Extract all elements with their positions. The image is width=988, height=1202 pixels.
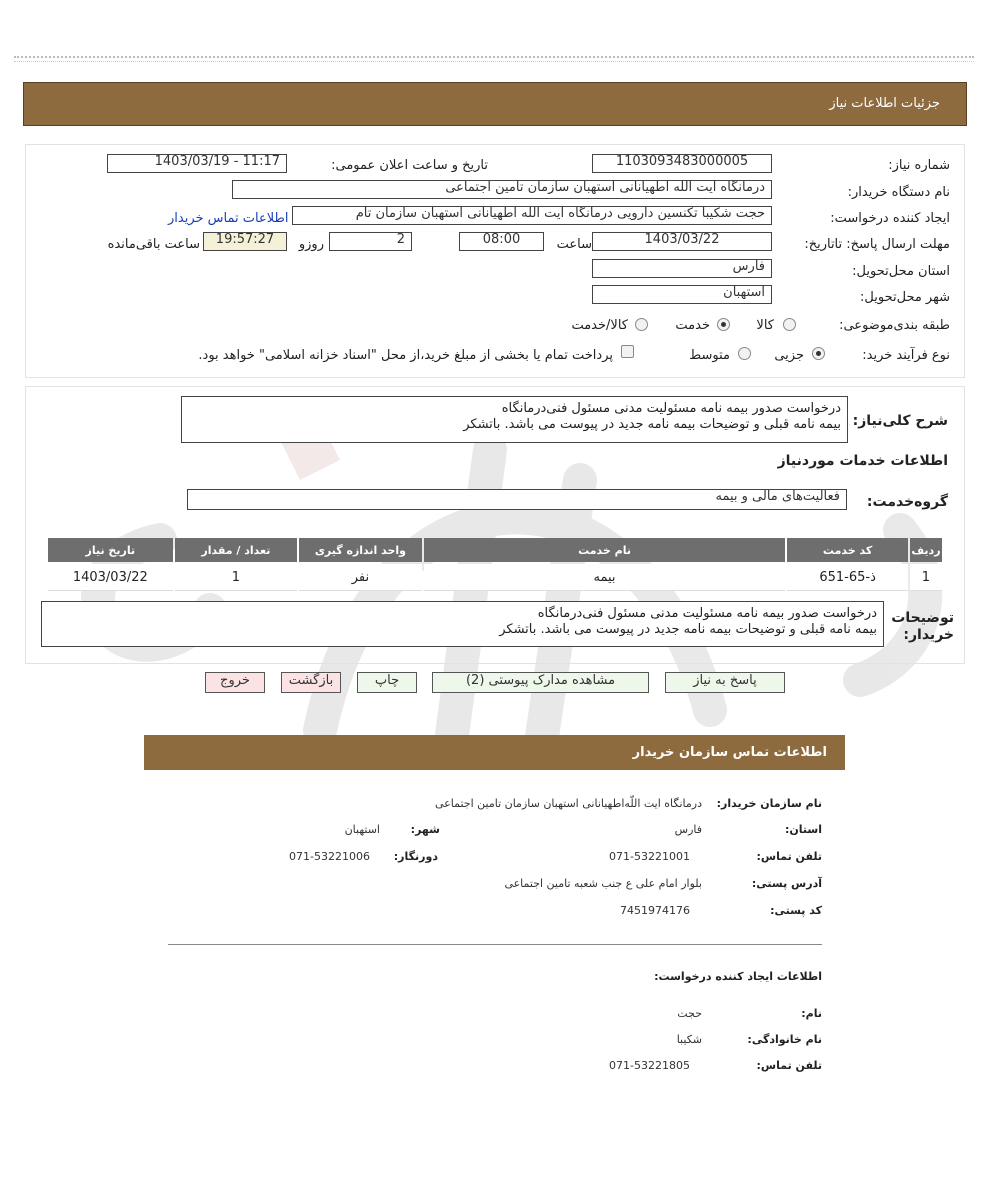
contact-phone-label: تلفن تماس: bbox=[756, 850, 822, 863]
buyer-notes-text bbox=[41, 601, 884, 647]
cell-quantity: 1 bbox=[175, 564, 298, 591]
category-label: طبقه بندی‌موضوعی: bbox=[839, 318, 950, 333]
summary-label: شرح کلی‌نیاز: bbox=[852, 413, 948, 429]
cell-service-code: ذ-65-651 bbox=[787, 564, 908, 591]
treasury-payment-checkbox[interactable] bbox=[621, 345, 634, 358]
buyer-notes-label-2: خریدار: bbox=[903, 627, 954, 643]
cell-need-date: 1403/03/22 bbox=[48, 564, 173, 591]
city-field[interactable]: استهبان bbox=[592, 285, 772, 304]
purchase-option-partial: جزیی bbox=[774, 348, 804, 363]
print-button[interactable]: چاپ bbox=[357, 672, 417, 693]
requester-label: ایجاد کننده درخواست: bbox=[830, 211, 950, 226]
creator-family-label: نام خانوادگی: bbox=[747, 1033, 822, 1046]
page-header bbox=[23, 82, 967, 126]
service-group-label: گروه‌خدمت: bbox=[866, 494, 948, 510]
deadline-time-label: ساعت bbox=[556, 237, 592, 252]
contact-city-label: شهر: bbox=[410, 823, 440, 836]
cell-unit: نفر bbox=[299, 564, 422, 591]
category-radio-goods-service[interactable] bbox=[635, 318, 648, 331]
deadline-time-field[interactable]: 08:00 bbox=[459, 232, 544, 251]
attachments-button[interactable]: مشاهده مدارک پیوستی (2) bbox=[432, 672, 649, 693]
services-table bbox=[46, 536, 944, 593]
table-header-row bbox=[48, 538, 942, 562]
category-radio-service[interactable] bbox=[717, 318, 730, 331]
deadline-label: مهلت ارسال پاسخ: تاتاریخ: bbox=[804, 237, 950, 252]
category-option-goods: کالا bbox=[756, 318, 774, 333]
contact-address-value: بلوار امام علی ع جنب شعبه تامین اجتماعی bbox=[504, 877, 702, 890]
col-need-date: تاریخ نیاز bbox=[48, 538, 173, 562]
city-label: شهر محل‌تحویل: bbox=[860, 290, 950, 305]
category-option-goods-service: کالا/خدمت bbox=[571, 318, 628, 333]
exit-button[interactable]: خروج bbox=[205, 672, 265, 693]
buyer-notes-line-2: بیمه نامه قبلی و توضیحات بیمه نامه جدید در پیوست می باشد. باتشکر bbox=[499, 622, 877, 637]
contact-fax-label: دورنگار: bbox=[393, 850, 438, 863]
remaining-time-label: ساعت باقی‌مانده bbox=[107, 237, 200, 252]
buyer-notes-label-1: توضیحات bbox=[891, 610, 954, 626]
contact-postal-value: 7451974176 bbox=[620, 904, 690, 917]
requester-field[interactable]: حجت شکیبا تکنسین دارویی درمانگاه ایت الله اطهیانانی استهبان سازمان تام bbox=[292, 206, 772, 225]
service-group-field[interactable]: فعالیت‌های مالی و بیمه bbox=[187, 489, 847, 510]
contact-city-value: استهبان bbox=[344, 823, 380, 836]
contact-header bbox=[144, 735, 845, 770]
need-number-field[interactable]: 1103093483000005 bbox=[592, 154, 772, 173]
contact-divider bbox=[168, 944, 822, 945]
purchase-radio-partial[interactable] bbox=[812, 347, 825, 360]
cell-row: 1 bbox=[910, 564, 942, 591]
col-service-name: نام خدمت bbox=[424, 538, 786, 562]
category-radio-goods[interactable] bbox=[783, 318, 796, 331]
treasury-payment-note: پرداخت تمام یا بخشی از مبلغ خرید،از محل "اسناد خزانه اسلامی" خواهد بود. bbox=[198, 348, 613, 363]
cell-service-name: بیمه bbox=[424, 564, 786, 591]
remaining-time-field: 19:57:27 bbox=[203, 232, 287, 251]
buyer-org-label: نام دستگاه خریدار: bbox=[847, 185, 950, 200]
creator-title: اطلاعات ایجاد کننده درخواست: bbox=[654, 970, 822, 983]
col-row: ردیف bbox=[910, 538, 942, 562]
buyer-contact-link[interactable]: اطلاعات تماس خریدار bbox=[168, 211, 289, 226]
buyer-org-field[interactable]: درمانگاه ایت الله اطهیانانی استهبان سازمان تامین اجتماعی bbox=[232, 180, 772, 199]
summary-line-2: بیمه نامه قبلی و توضیحات بیمه نامه جدید در پیوست می باشد. باتشکر bbox=[463, 417, 841, 432]
contact-province-value: فارس bbox=[674, 823, 702, 836]
category-option-service: خدمت bbox=[675, 318, 710, 333]
contact-org-value: درمانگاه ایت اللّه‌اطهیانانی استهبان سازمان تامین اجتماعی bbox=[435, 797, 702, 810]
creator-name-label: نام: bbox=[801, 1007, 822, 1020]
buyer-notes-line-1: درخواست صدور بیمه نامه مسئولیت مدنی مسئول فنی‌درمانگاه bbox=[537, 606, 877, 621]
purchase-option-medium: متوسط bbox=[689, 348, 730, 363]
page-title: جزئیات اطلاعات نیاز bbox=[829, 96, 940, 111]
col-unit: واحد اندازه گیری bbox=[299, 538, 422, 562]
creator-phone-label: تلفن تماس: bbox=[756, 1059, 822, 1072]
announce-datetime-label: تاریخ و ساعت اعلان عمومی: bbox=[331, 158, 488, 173]
contact-title: اطلاعات تماس سازمان خریدار bbox=[632, 745, 827, 760]
table-row bbox=[48, 564, 942, 591]
col-service-code: کد خدمت bbox=[787, 538, 908, 562]
contact-org-label: نام سازمان خریدار: bbox=[716, 797, 822, 810]
purchase-radio-medium[interactable] bbox=[738, 347, 751, 360]
contact-phone-value: 071-53221001 bbox=[609, 850, 690, 863]
contact-postal-label: کد پستی: bbox=[770, 904, 822, 917]
top-dotted-divider-2 bbox=[14, 61, 974, 62]
col-quantity: تعداد / مقدار bbox=[175, 538, 298, 562]
province-label: استان محل‌تحویل: bbox=[852, 264, 950, 279]
deadline-days-label: روزو bbox=[298, 237, 324, 252]
back-button[interactable]: بازگشت bbox=[281, 672, 341, 693]
top-dotted-divider bbox=[14, 56, 974, 58]
creator-family-value: شکیبا bbox=[676, 1033, 702, 1046]
purchase-type-label: نوع فرآیند خرید: bbox=[862, 348, 950, 363]
need-number-label: شماره نیاز: bbox=[888, 158, 950, 173]
contact-fax-value: 071-53221006 bbox=[289, 850, 370, 863]
services-title: اطلاعات خدمات موردنیاز bbox=[777, 453, 948, 469]
province-field[interactable]: فارس bbox=[592, 259, 772, 278]
deadline-date-field[interactable]: 1403/03/22 bbox=[592, 232, 772, 251]
creator-name-value: حجت bbox=[677, 1007, 702, 1020]
summary-line-1: درخواست صدور بیمه نامه مسئولیت مدنی مسئول فنی‌درمانگاه bbox=[501, 401, 841, 416]
summary-text bbox=[181, 396, 848, 443]
deadline-days-field[interactable]: 2 bbox=[329, 232, 412, 251]
creator-phone-value: 071-53221805 bbox=[609, 1059, 690, 1072]
reply-button[interactable]: پاسخ به نیاز bbox=[665, 672, 785, 693]
announce-datetime-field[interactable]: 1403/03/19 - 11:17 bbox=[107, 154, 287, 173]
contact-address-label: آدرس پستی: bbox=[751, 877, 822, 890]
contact-province-label: استان: bbox=[785, 823, 822, 836]
